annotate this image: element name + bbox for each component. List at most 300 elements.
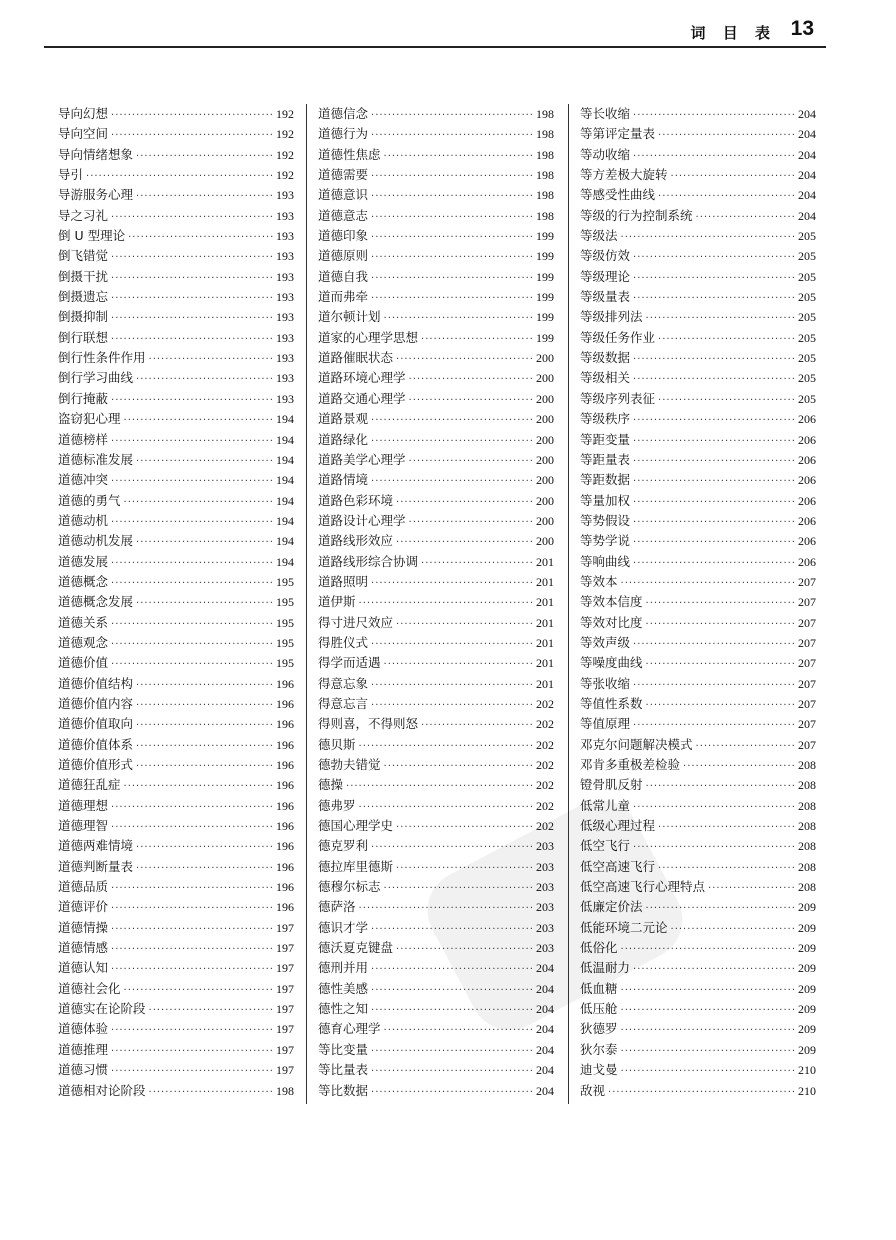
dot-leader — [371, 676, 533, 696]
index-entry — [580, 206, 816, 226]
entry-page-number: 207 — [798, 615, 816, 630]
dot-leader — [621, 228, 795, 248]
dot-leader — [633, 798, 795, 818]
entry-term: 等比量表 — [318, 1062, 369, 1078]
entry-page-number: 205 — [798, 310, 816, 325]
dot-leader — [633, 513, 795, 533]
entry-term: 盗窃犯心理 — [58, 411, 121, 427]
entry-term: 导向空间 — [58, 126, 109, 142]
index-entry — [318, 755, 554, 775]
dot-leader — [371, 1001, 533, 1021]
dot-leader — [371, 635, 533, 655]
entry-term: 等响曲线 — [580, 553, 631, 569]
index-entry — [58, 430, 294, 450]
dot-leader — [696, 208, 795, 228]
index-column-2 — [318, 104, 554, 1101]
entry-page-number: 208 — [798, 839, 816, 854]
entry-term: 德贝斯 — [318, 736, 356, 752]
entry-term: 道路交通心理学 — [318, 390, 406, 406]
entry-term: 德萨洛 — [318, 899, 356, 915]
index-entry — [580, 531, 816, 551]
dot-leader — [136, 696, 273, 716]
dot-leader — [111, 940, 273, 960]
dot-leader — [346, 777, 533, 797]
entry-term: 等效本信度 — [580, 594, 643, 610]
entry-term: 道家的心理学思想 — [318, 329, 419, 345]
index-entry — [318, 613, 554, 633]
entry-term: 得则喜，不得则怒 — [318, 716, 419, 732]
entry-page-number: 192 — [276, 168, 294, 183]
dot-leader — [396, 940, 533, 960]
index-entry — [580, 694, 816, 714]
dot-leader — [111, 248, 273, 268]
index-entry — [58, 491, 294, 511]
dot-leader — [124, 411, 273, 431]
entry-term: 道而弗牵 — [318, 289, 369, 305]
entry-page-number: 192 — [276, 147, 294, 162]
dot-leader — [111, 269, 273, 289]
entry-page-number: 204 — [536, 1002, 554, 1017]
dot-leader — [136, 676, 273, 696]
entry-page-number: 197 — [276, 1042, 294, 1057]
index-entry — [318, 206, 554, 226]
index-entry — [580, 1019, 816, 1039]
index-entry — [318, 1019, 554, 1039]
entry-term: 道路设计心理学 — [318, 512, 406, 528]
entry-page-number: 210 — [798, 1083, 816, 1098]
entry-page-number: 204 — [536, 981, 554, 996]
entry-page-number: 200 — [536, 432, 554, 447]
dot-leader — [128, 228, 273, 248]
entry-page-number: 192 — [276, 127, 294, 142]
entry-term: 低廉定价法 — [580, 899, 643, 915]
entry-term: 道德评价 — [58, 899, 109, 915]
dot-leader — [683, 757, 795, 777]
entry-page-number: 195 — [276, 635, 294, 650]
dot-leader — [658, 330, 795, 350]
index-entry — [318, 531, 554, 551]
entry-page-number: 203 — [536, 920, 554, 935]
entry-term: 德性之知 — [318, 1001, 369, 1017]
index-entry — [318, 572, 554, 592]
index-entry — [58, 165, 294, 185]
page-header — [0, 0, 896, 50]
dot-leader — [149, 350, 273, 370]
entry-page-number: 198 — [536, 188, 554, 203]
dot-leader — [136, 370, 273, 390]
entry-term: 低温耐力 — [580, 960, 631, 976]
dot-leader — [421, 716, 533, 736]
entry-term: 迪戈曼 — [580, 1062, 618, 1078]
entry-term: 狄尔泰 — [580, 1041, 618, 1057]
entry-term: 等级理论 — [580, 268, 631, 284]
entry-term: 德性美感 — [318, 980, 369, 996]
index-entry — [580, 389, 816, 409]
entry-term: 得意忘言 — [318, 695, 369, 711]
dot-leader — [359, 899, 533, 919]
entry-page-number: 200 — [536, 534, 554, 549]
entry-term: 等效声级 — [580, 634, 631, 650]
entry-term: 道德概念 — [58, 573, 109, 589]
entry-term: 敌视 — [580, 1082, 606, 1098]
entry-page-number: 199 — [536, 310, 554, 325]
entry-term: 德国心理学史 — [318, 818, 394, 834]
dot-leader — [421, 554, 533, 574]
dot-leader — [86, 167, 273, 187]
dot-leader — [633, 350, 795, 370]
entry-page-number: 203 — [536, 839, 554, 854]
entry-page-number: 193 — [276, 229, 294, 244]
dot-leader — [371, 981, 533, 1001]
dot-leader — [633, 269, 795, 289]
entry-term: 道德判断量表 — [58, 858, 134, 874]
entry-term: 德操 — [318, 777, 344, 793]
index-entry — [580, 124, 816, 144]
index-entry — [58, 307, 294, 327]
entry-page-number: 204 — [798, 168, 816, 183]
dot-leader — [384, 1021, 533, 1041]
entry-page-number: 205 — [798, 290, 816, 305]
index-entry — [580, 918, 816, 938]
entry-page-number: 207 — [798, 676, 816, 691]
entry-term: 道德推理 — [58, 1041, 109, 1057]
entry-page-number: 204 — [536, 961, 554, 976]
index-entry — [318, 491, 554, 511]
dot-leader — [124, 493, 273, 513]
index-entry — [580, 836, 816, 856]
dot-leader — [409, 391, 533, 411]
dot-leader — [371, 248, 533, 268]
index-entry — [58, 836, 294, 856]
index-entry — [318, 165, 554, 185]
index-entry — [58, 246, 294, 266]
entry-term: 等感受性曲线 — [580, 187, 656, 203]
entry-term: 低压舱 — [580, 1001, 618, 1017]
dot-leader — [633, 452, 795, 472]
dot-leader — [646, 615, 795, 635]
entry-page-number: 197 — [276, 941, 294, 956]
entry-term: 倒摄抑制 — [58, 309, 109, 325]
entry-term: 邓克尔问题解决模式 — [580, 736, 693, 752]
entry-page-number: 194 — [276, 412, 294, 427]
dot-leader — [658, 818, 795, 838]
index-entry — [318, 694, 554, 714]
entry-term: 道德实在论阶段 — [58, 1001, 146, 1017]
entry-page-number: 193 — [276, 269, 294, 284]
entry-page-number: 209 — [798, 941, 816, 956]
entry-term: 道德冲突 — [58, 472, 109, 488]
index-entry — [58, 206, 294, 226]
dot-leader — [111, 1042, 273, 1062]
dot-leader — [646, 899, 795, 919]
index-entry — [58, 389, 294, 409]
dot-leader — [111, 1021, 273, 1041]
dot-leader — [633, 493, 795, 513]
entry-page-number: 205 — [798, 391, 816, 406]
index-column-3 — [580, 104, 816, 1101]
entry-term: 道尔顿计划 — [318, 309, 381, 325]
dot-leader — [111, 432, 273, 452]
entry-term: 倒行掩蔽 — [58, 390, 109, 406]
dot-leader — [371, 432, 533, 452]
entry-term: 倒摄干扰 — [58, 268, 109, 284]
index-entry — [318, 145, 554, 165]
dot-leader — [111, 330, 273, 350]
entry-term: 等级序列表征 — [580, 390, 656, 406]
entry-term: 道伊斯 — [318, 594, 356, 610]
entry-term: 导游服务心理 — [58, 187, 134, 203]
dot-leader — [633, 289, 795, 309]
entry-term: 等级仿效 — [580, 248, 631, 264]
entry-page-number: 202 — [536, 819, 554, 834]
entry-page-number: 203 — [536, 859, 554, 874]
dot-leader — [111, 798, 273, 818]
index-entry — [58, 714, 294, 734]
entry-term: 德穆尔标志 — [318, 879, 381, 895]
entry-page-number: 206 — [798, 432, 816, 447]
index-entry — [58, 999, 294, 1019]
dot-leader — [396, 615, 533, 635]
dot-leader — [136, 838, 273, 858]
index-entry — [58, 816, 294, 836]
entry-page-number: 197 — [276, 1002, 294, 1017]
index-entry — [58, 409, 294, 429]
index-entry — [318, 592, 554, 612]
index-entry — [580, 307, 816, 327]
entry-term: 道德的勇气 — [58, 492, 121, 508]
dot-leader — [371, 167, 533, 187]
dot-leader — [111, 655, 273, 675]
entry-term: 导向幻想 — [58, 106, 109, 121]
entry-page-number: 207 — [798, 574, 816, 589]
index-entry — [318, 389, 554, 409]
index-entry — [58, 145, 294, 165]
entry-term: 狄德罗 — [580, 1021, 618, 1037]
entry-term: 倒 U 型理论 — [58, 228, 126, 244]
entry-term: 低血糖 — [580, 980, 618, 996]
running-title: 词 目 表 — [690, 24, 776, 42]
index-entry — [318, 775, 554, 795]
entry-page-number: 205 — [798, 249, 816, 264]
index-entry — [58, 1040, 294, 1060]
dot-leader — [409, 452, 533, 472]
index-entry — [580, 1060, 816, 1080]
dot-leader — [371, 920, 533, 940]
entry-page-number: 195 — [276, 656, 294, 671]
index-column-1 — [58, 104, 294, 1101]
entry-term: 低空高速飞行 — [580, 858, 656, 874]
index-entry — [58, 592, 294, 612]
entry-page-number: 206 — [798, 493, 816, 508]
dot-leader — [136, 452, 273, 472]
dot-leader — [371, 228, 533, 248]
dot-leader — [136, 594, 273, 614]
index-entry — [58, 511, 294, 531]
index-entry — [580, 633, 816, 653]
entry-page-number: 203 — [536, 941, 554, 956]
entry-term: 道德认知 — [58, 960, 109, 976]
dot-leader — [371, 1062, 533, 1082]
entry-page-number: 209 — [798, 1042, 816, 1057]
index-entry — [580, 816, 816, 836]
entry-page-number: 208 — [798, 880, 816, 895]
entry-term: 道德行为 — [318, 126, 369, 142]
index-entry — [318, 1081, 554, 1101]
entry-page-number: 196 — [276, 676, 294, 691]
entry-page-number: 206 — [798, 554, 816, 569]
entry-term: 德沃夏克键盘 — [318, 940, 394, 956]
entry-page-number: 202 — [536, 737, 554, 752]
dot-leader — [633, 432, 795, 452]
entry-term: 道德价值内容 — [58, 695, 134, 711]
index-entry — [58, 348, 294, 368]
entry-page-number: 208 — [798, 859, 816, 874]
dot-leader — [633, 411, 795, 431]
entry-term: 道德性焦虑 — [318, 146, 381, 162]
entry-page-number: 204 — [798, 147, 816, 162]
index-entry — [580, 653, 816, 673]
entry-page-number: 201 — [536, 574, 554, 589]
dot-leader — [396, 818, 533, 838]
dot-leader — [371, 838, 533, 858]
entry-page-number: 199 — [536, 269, 554, 284]
dot-leader — [111, 615, 273, 635]
index-entry — [580, 877, 816, 897]
entry-page-number: 194 — [276, 473, 294, 488]
index-entry — [318, 877, 554, 897]
dot-leader — [124, 981, 273, 1001]
dot-leader — [384, 147, 533, 167]
entry-page-number: 196 — [276, 696, 294, 711]
entry-term: 导引 — [58, 167, 84, 183]
index-entry — [580, 267, 816, 287]
entry-term: 等级法 — [580, 228, 618, 244]
index-entry — [318, 470, 554, 490]
dot-leader — [359, 798, 533, 818]
entry-term: 道路环境心理学 — [318, 370, 406, 386]
index-entry — [58, 552, 294, 572]
dot-leader — [371, 411, 533, 431]
entry-term: 等值原理 — [580, 716, 631, 732]
entry-page-number: 200 — [536, 371, 554, 386]
dot-leader — [371, 269, 533, 289]
entry-page-number: 208 — [798, 819, 816, 834]
entry-page-number: 197 — [276, 1063, 294, 1078]
entry-term: 等第评定量表 — [580, 126, 656, 142]
index-entry — [58, 613, 294, 633]
entry-term: 德识才学 — [318, 919, 369, 935]
entry-page-number: 205 — [798, 229, 816, 244]
entry-page-number: 204 — [536, 1022, 554, 1037]
index-entry — [318, 104, 554, 124]
index-entry — [580, 592, 816, 612]
index-entry — [580, 511, 816, 531]
dot-leader — [621, 1021, 795, 1041]
index-entry — [318, 816, 554, 836]
index-entry — [580, 999, 816, 1019]
entry-term: 倒行学习曲线 — [58, 370, 134, 386]
index-entry — [580, 1081, 816, 1101]
index-entry — [58, 368, 294, 388]
dot-leader — [111, 208, 273, 228]
entry-term: 道德动机 — [58, 512, 109, 528]
index-entry — [580, 1040, 816, 1060]
entry-page-number: 194 — [276, 493, 294, 508]
entry-term: 低空高速飞行心理特点 — [580, 879, 706, 895]
index-entry — [58, 918, 294, 938]
entry-page-number: 209 — [798, 961, 816, 976]
entry-term: 道路景观 — [318, 411, 369, 427]
dot-leader — [371, 187, 533, 207]
dot-leader — [658, 859, 795, 879]
entry-page-number: 206 — [798, 513, 816, 528]
entry-term: 等级任务作业 — [580, 329, 656, 345]
index-entry — [58, 897, 294, 917]
index-entry — [580, 185, 816, 205]
entry-page-number: 204 — [798, 107, 816, 121]
entry-term: 导向情绪想象 — [58, 146, 134, 162]
index-entry — [580, 857, 816, 877]
index-entry — [580, 165, 816, 185]
entry-term: 等比变量 — [318, 1041, 369, 1057]
entry-term: 德克罗利 — [318, 838, 369, 854]
entry-term: 道德情感 — [58, 940, 109, 956]
dot-leader — [621, 1062, 795, 1082]
entry-term: 等值性系数 — [580, 695, 643, 711]
dot-leader — [421, 330, 533, 350]
index-entry — [58, 572, 294, 592]
entry-page-number: 194 — [276, 554, 294, 569]
dot-leader — [111, 960, 273, 980]
entry-page-number: 194 — [276, 452, 294, 467]
dot-leader — [396, 493, 533, 513]
entry-page-number: 204 — [798, 208, 816, 223]
index-entry — [580, 246, 816, 266]
entry-page-number: 198 — [536, 147, 554, 162]
entry-term: 道路催眠状态 — [318, 350, 394, 366]
index-entry — [580, 775, 816, 795]
entry-page-number: 195 — [276, 574, 294, 589]
index-entry — [318, 267, 554, 287]
entry-page-number: 205 — [798, 330, 816, 345]
entry-page-number: 204 — [798, 188, 816, 203]
entry-term: 道德品质 — [58, 879, 109, 895]
index-entry — [318, 368, 554, 388]
dot-leader — [136, 533, 273, 553]
entry-term: 道德需要 — [318, 167, 369, 183]
entry-page-number: 206 — [798, 412, 816, 427]
entry-term: 道德价值结构 — [58, 675, 134, 691]
index-entry — [318, 348, 554, 368]
dot-leader — [384, 757, 533, 777]
entry-term: 等势学说 — [580, 533, 631, 549]
entry-page-number: 201 — [536, 656, 554, 671]
dot-leader — [633, 554, 795, 574]
entry-page-number: 206 — [798, 534, 816, 549]
entry-page-number: 202 — [536, 758, 554, 772]
entry-term: 道德情操 — [58, 919, 109, 935]
index-entry — [58, 755, 294, 775]
entry-page-number: 193 — [276, 351, 294, 366]
index-entry — [318, 958, 554, 978]
dot-leader — [396, 859, 533, 879]
index-entry — [318, 857, 554, 877]
entry-term: 道德关系 — [58, 614, 109, 630]
entry-page-number: 200 — [536, 473, 554, 488]
dot-leader — [708, 879, 795, 899]
entry-term: 道德意识 — [318, 187, 369, 203]
entry-term: 等张收缩 — [580, 675, 631, 691]
